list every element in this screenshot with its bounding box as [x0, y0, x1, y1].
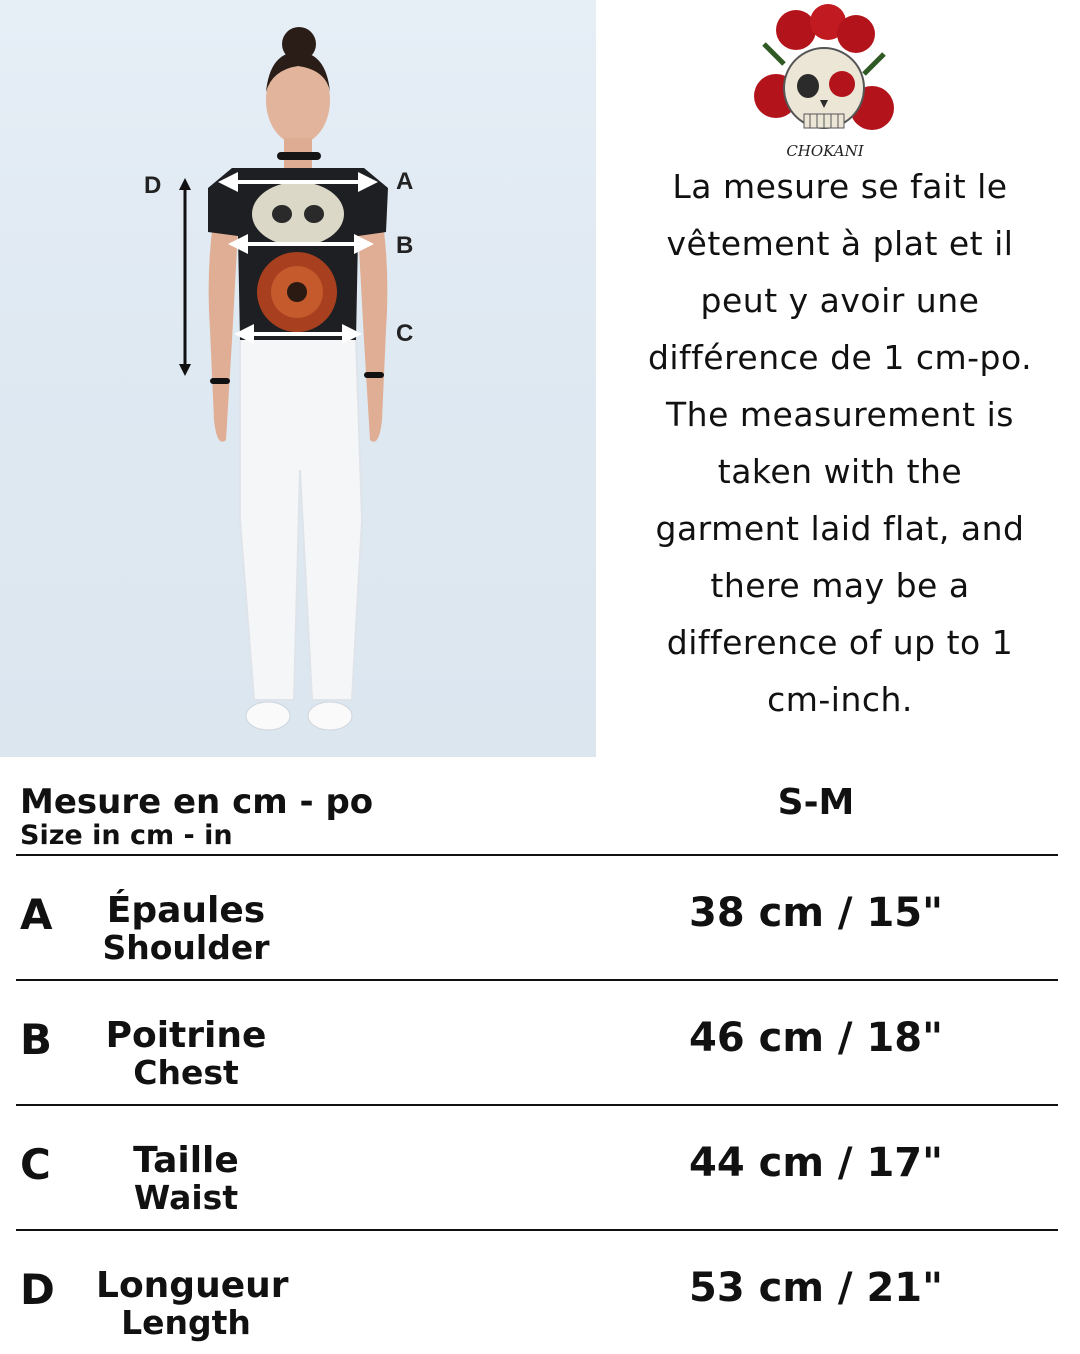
label-c: C: [396, 320, 414, 347]
row-letter: A: [20, 890, 53, 939]
table-row: [16, 1231, 1058, 1354]
row-value: 46 cm / 18": [689, 1015, 943, 1061]
row-letter: D: [20, 1265, 55, 1314]
note-line: difference of up to 1: [666, 623, 1014, 662]
row-label-fr: Épaules: [106, 890, 266, 931]
note-line: The measurement is: [666, 395, 1014, 434]
row-label-en: Shoulder: [102, 928, 270, 967]
note-line: La mesure se fait le: [672, 167, 1008, 206]
model-photo: [0, 0, 596, 757]
row-label-en: Chest: [133, 1053, 239, 1092]
note-line: vêtement à plat et il: [666, 224, 1014, 263]
row-label-fr: Longueur: [96, 1265, 289, 1306]
label-a: A: [396, 168, 414, 195]
row-value: 53 cm / 21": [689, 1265, 943, 1311]
table-header: [16, 760, 1058, 856]
row-letter: C: [20, 1140, 51, 1189]
header-measure-en: Size in cm - in: [20, 820, 233, 851]
logo-text: CHOKANI: [786, 142, 864, 160]
table-row: [16, 1106, 1058, 1231]
header-size: S-M: [777, 782, 855, 823]
row-value: 38 cm / 15": [689, 890, 943, 936]
row-letter: B: [20, 1015, 53, 1064]
label-d: D: [144, 172, 162, 199]
note-line: garment laid flat, and: [655, 509, 1025, 548]
size-table: [16, 760, 1058, 1354]
label-b: B: [396, 232, 414, 259]
row-label-fr: Taille: [133, 1140, 239, 1181]
note-line: différence de 1 cm-po.: [647, 338, 1033, 377]
row-label-en: Waist: [133, 1178, 239, 1217]
note-line: peut y avoir une: [700, 281, 980, 320]
measurement-note: [620, 158, 1060, 728]
table-row: [16, 981, 1058, 1106]
skull-roses-logo-icon: [744, 4, 906, 164]
row-label-fr: Poitrine: [105, 1015, 267, 1056]
table-row: [16, 856, 1058, 981]
note-line: there may be a: [710, 566, 970, 605]
row-value: 44 cm / 17": [689, 1140, 943, 1186]
note-line: cm-inch.: [767, 680, 913, 719]
model-illustration: [0, 0, 596, 757]
note-line: taken with the: [717, 452, 963, 491]
brand-logo: [744, 4, 906, 164]
row-label-en: Length: [121, 1303, 251, 1342]
header-measure-fr: Mesure en cm - po: [20, 782, 374, 822]
